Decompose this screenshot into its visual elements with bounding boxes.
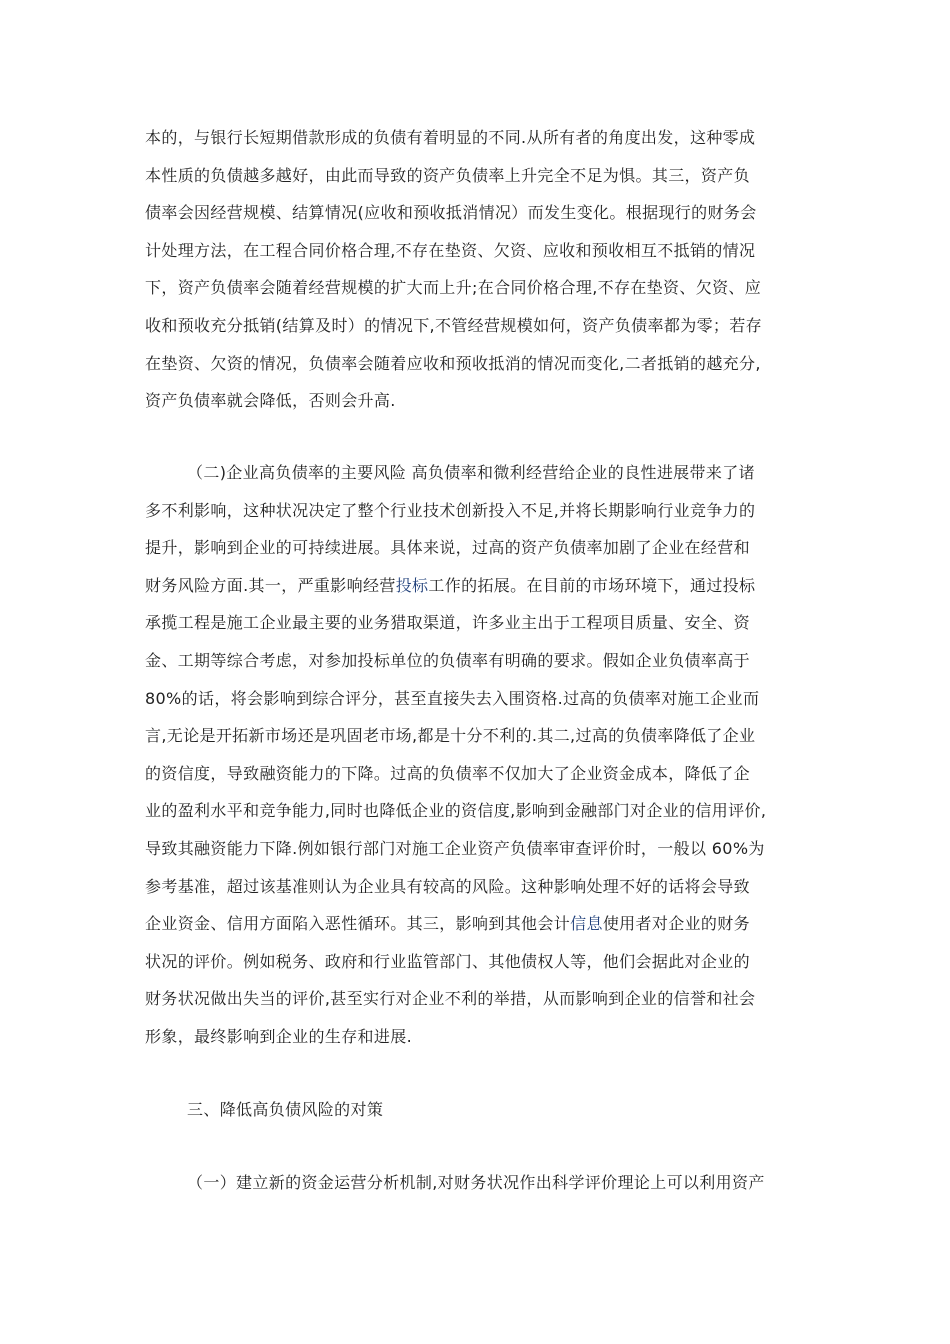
heading-text: 三、降低高负债风险的对策 — [187, 1100, 384, 1119]
paragraph-capital-analysis — [145, 1164, 807, 1202]
text-line: 金、工期等综合考虑，对参加投标单位的负债率有明确的要求。假如企业负债率高于 — [145, 650, 750, 670]
paragraph-high-debt-risks — [145, 454, 807, 1056]
information-link[interactable]: 信息 — [570, 914, 603, 934]
text-line: 本性质的负债越多越好，由此而导致的资产负债率上升完全不足为惧。其三，资产负 — [145, 165, 750, 185]
paragraph-debt-ratio-factors — [145, 119, 807, 420]
section-heading — [145, 1091, 807, 1129]
text-segment: 财务风险方面.其一，严重影响经营 — [145, 575, 396, 595]
text-segment: 使用者对企业的财务 — [602, 914, 750, 934]
text-line — [145, 905, 807, 943]
text-line: 的资信度，导致融资能力的下降。过高的负债率不仅加大了企业资金成本，降低了企 — [145, 763, 750, 783]
text-line: 状况的评价。例如税务、政府和行业监管部门、其他债权人等，他们会据此对企业的 — [145, 951, 750, 971]
text-line: 财务状况做出失当的评价,甚至实行对企业不利的举措，从而影响到企业的信誉和社会 — [145, 989, 756, 1009]
text-line: （一）建立新的资金运营分析机制,对财务状况作出科学评价理论上可以利用资产 — [187, 1173, 765, 1192]
text-line: 形象，最终影响到企业的生存和进展. — [145, 1026, 413, 1046]
text-line: 导致其融资能力下降.例如银行部门对施工企业资产负债率审查评价时，一般以 60%为 — [145, 838, 765, 858]
text-line: 提升，影响到企业的可持续进展。具体来说，过高的资产负债率加剧了企业在经营和 — [145, 538, 750, 558]
text-line: 承揽工程是施工企业最主要的业务猎取渠道，许多业主出于工程项目质量、安全、资 — [145, 613, 750, 633]
text-segment: 企业资金、信用方面陷入恶性循环。其三，影响到其他会计 — [145, 914, 571, 934]
text-line: 在垫资、欠资的情况，负债率会随着应收和预收抵消的情况而变化,二者抵销的越充分, — [145, 353, 761, 373]
text-line: 资产负债率就会降低，否则会升高. — [145, 391, 396, 411]
bidding-link[interactable]: 投标 — [395, 575, 429, 595]
text-line: 收和预收充分抵销(结算及时）的情况下,不管经营规模如何，资产负债率都为零；若存 — [145, 315, 762, 335]
text-line: 计处理方法，在工程合同价格合理,不存在垫资、欠资、应收和预收相互不抵销的情况 — [145, 240, 756, 260]
text-line: 本的，与银行长短期借款形成的负债有着明显的不同.从所有者的角度出发，这种零成 — [145, 128, 756, 147]
text-line: 下，资产负债率会随着经营规模的扩大而上升;在合同价格合理,不存在垫资、欠资、应 — [145, 278, 762, 298]
text-line — [145, 567, 807, 605]
text-segment: 工作的拓展。在目前的市场环境下，通过投标 — [428, 575, 756, 595]
text-line: （二)企业高负债率的主要风险 高负债率和微利经营给企业的良性进展带来了诸 — [187, 463, 755, 482]
text-line: 多不利影响，这种状况决定了整个行业技术创新投入不足,并将长期影响行业竞争力的 — [145, 500, 756, 520]
text-line: 参考基准，超过该基准则认为企业具有较高的风险。这种影响处理不好的话将会导致 — [145, 876, 750, 896]
text-line: 言,无论是开拓新市场还是巩固老市场,都是十分不利的.其二,过高的负债率降低了企业 — [145, 726, 756, 746]
text-line: 债率会因经营规模、结算情况(应收和预收抵消情况）而发生变化。根据现行的财务会 — [145, 203, 757, 223]
text-line: 80%的话，将会影响到综合评分，甚至直接失去入围资格.过高的负债率对施工企业而 — [145, 688, 760, 708]
text-line: 业的盈利水平和竞争能力,同时也降低企业的资信度,影响到金融部门对企业的信用评价, — [145, 801, 767, 821]
